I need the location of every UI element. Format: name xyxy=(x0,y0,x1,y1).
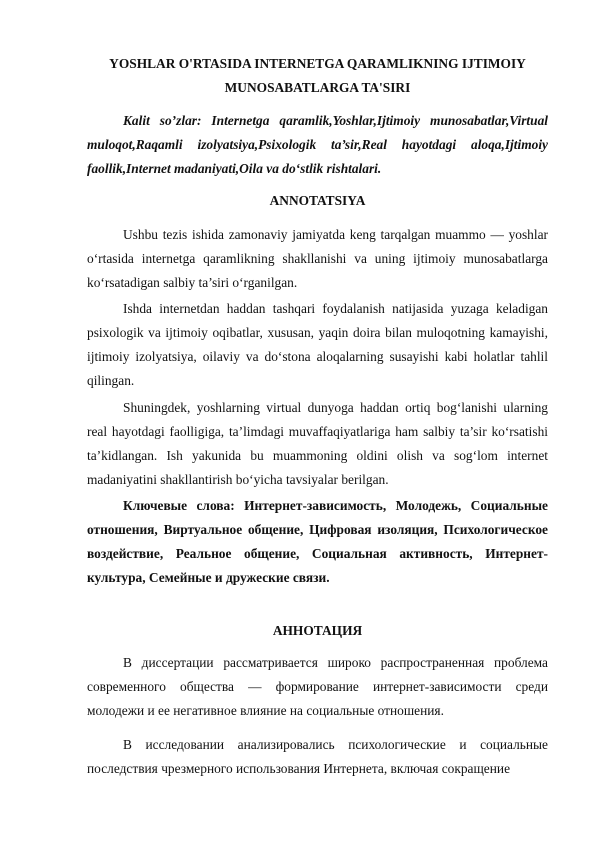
uz-keywords: Kalit so’zlar: Internetga qaramlik,Yoshlar,Ijtimoiy munosabatlar,Virtual muloqot,Raqamli izolyatsiya,Psixologik ta’sir,Real hayotdagi aloqa,Ijtimoiy faollik,Internet madaniyati,Oila va do‘stlik rishtalari. xyxy=(87,113,548,177)
uz-paragraph-1: Ushbu tezis ishida zamonaviy jamiyatda keng tarqalgan muammo — yoshlar o‘rtasida internetga qaramlikning shakllanishi va uning ijtimoiy munosabatlarga ko‘rsatadigan salbiy ta’siri o‘rganilgan. xyxy=(87,227,548,291)
paper-title: YOSHLAR O'RTASIDA INTERNETGA QARAMLIKNING IJTIMOIY MUNOSABATLARGA TA'SIRI xyxy=(109,56,526,95)
ru-abstract-heading: АННОТАЦИЯ xyxy=(272,623,363,638)
ru-paragraph-2: В исследовании анализировались психологические и социальные последствия чрезмерного использования Интернета, включая сокращение xyxy=(87,737,548,777)
uz-paragraph-3: Shuningdek, yoshlarning virtual dunyoga haddan ortiq bog‘lanishi ularning real hayotdagi faolligiga, ta’limdagi muvaffaqiyatlariga ham salbiy ta’sir ko‘rsatishi ta’kidlangan. Ish yakunida bu muammoning oldini olish va sog‘lom internet madaniyatini shakllantirish bo‘yicha tavsiyalar berilgan. xyxy=(87,400,548,488)
ru-paragraph-1: В диссертации рассматривается широко распространенная проблема современного общества — формирование интернет-зависимости среди молодежи и ее негативное влияние на социальные отношения. xyxy=(87,655,548,719)
ru-keywords: Ключевые слова: Интернет-зависимость, Молодежь, Социальные отношения, Виртуальное общение, Цифровая изоляция, Психологическое воздействие, Реальное общение, Социальная активность, Интернет-культура, Семейные и дружеские связи. xyxy=(87,498,548,586)
uz-abstract-heading: ANNOTATSIYA xyxy=(269,193,366,208)
uz-paragraph-2: Ishda internetdan haddan tashqari foydalanish natijasida yuzaga keladigan psixologik va ijtimoiy oqibatlar, xususan, yaqin doira bilan muloqotning kamayishi, ijtimoiy izolyatsiya, oilaviy va do‘stona aloqalarning susayishi kabi holatlar tahlil qilingan. xyxy=(87,301,548,389)
